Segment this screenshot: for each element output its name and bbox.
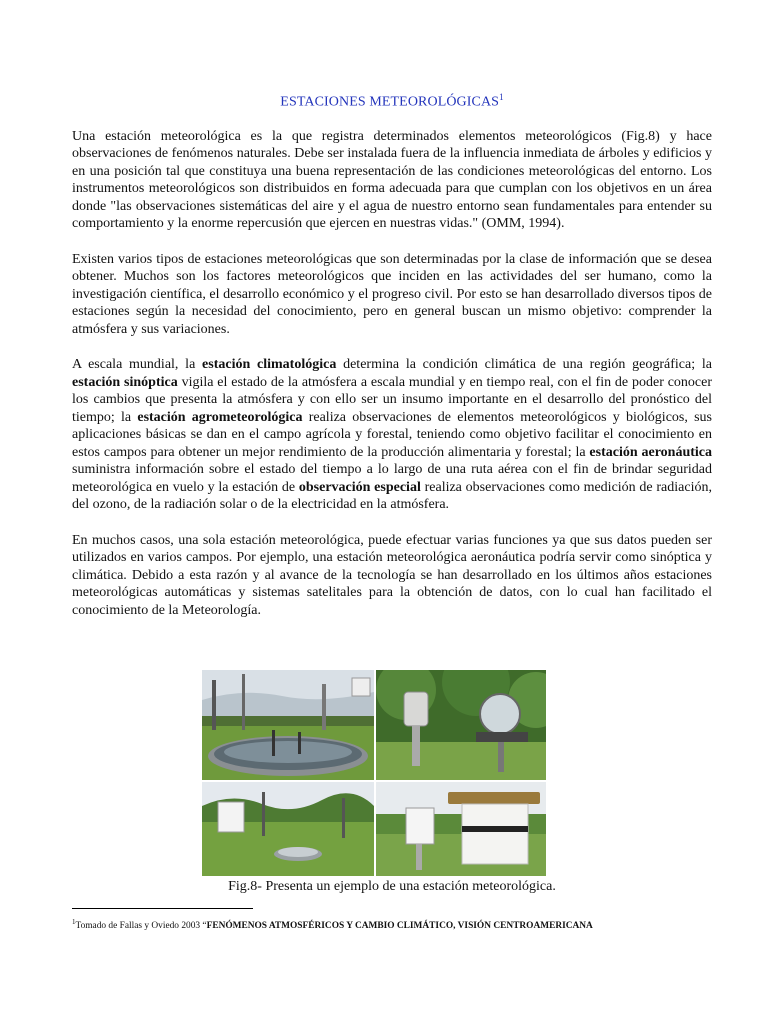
paragraph-1: Una estación meteorológica es la que registra determinados elementos meteorológicos (Fig.8) y hace observaciones de fenómenos naturales. Debe ser instalada fuera de la influencia inmediata de árboles y edificios y en una posición tal que constituya una buena representación de las condiciones meteorológicas del entorno. Los instrumentos meteorológicos son distribuidos en forma adecuada para que cumplan con los objetivos en un área donde "las observaciones sistemáticas del aire y el agua de nuestro entorno sean fundamentales para entender su comportamiento y la enorme repercusión que ejercen en nuestras vidas." (OMM, 1994).: [72, 128, 712, 232]
photo-heliograph: [376, 670, 546, 780]
term-sinoptica: estación sinóptica: [72, 374, 178, 390]
paragraph-4: En muchos casos, una sola estación meteorológica, puede efectuar varias funciones ya que sus datos pueden ser utilizados en varios campos. Por ejemplo, una estación meteorológica aeronáutica podría servir como sinóptica y climática. Debido a esta razón y al avance de la tecnología se han desarrollado en los últimos años estaciones meteorológicas automáticas y sistemas satelitales para la obtención de datos, con lo cual han facilitado el conocimiento de la Meteorología.: [72, 532, 712, 618]
term-climatologica: estación climatológica: [202, 357, 337, 373]
footnote: $^1$Tomado de Fallas y Oviedo 2003 “FENÓMENOS ATMOSFÉRICOS Y CAMBIO CLIMÁTICO, VISIÓN CENTROAMERICANA: [72, 918, 593, 932]
footnote-source-title: FENÓMENOS ATMOSFÉRICOS Y CAMBIO CLIMÁTICO, VISIÓN CENTROAMERICANA: [206, 921, 593, 932]
term-agrometeorologica: estación agrometeorológica: [137, 409, 303, 425]
footnote-divider: [72, 908, 253, 909]
photo-evaporation-pan: [202, 670, 374, 780]
photo-rain-gauge: [376, 782, 546, 876]
photo-station-field: [202, 782, 374, 876]
figure-weather-station-photos: [202, 670, 546, 876]
document-page: [72, 92, 712, 637]
page-title: ESTACIONES METEOROLÓGICAS$^1$: [280, 92, 504, 110]
paragraph-3: A escala mundial, la estación climatológica determina la condición climática de una región geográfica; la estación sinóptica vigila el estado de la atmósfera a escala mundial y en tiempo real, con el fin de poder conocer los cambios que presenta la atmósfera y con ello ser un insumo importante en el desarrollo del pronóstico del tiempo; la estación agrometeorológica realiza observaciones de elementos meteorológicos y biológicos, sus aplicaciones básicas se dan en el campo agrícola y forestal, teniendo como objetivo facilitar el conocimiento en estos campos para obtener un mejor rendimiento de la producción alimentaria y forestal; la estación aeronáutica suministra información sobre el estado del tiempo a lo largo de una ruta aérea con el fin de brindar seguridad meteorológica en vuelo y la estación de observación especial realiza observaciones como medición de radiación, del ozono, de la radiación solar o de la electricidad en la atmósfera.: [72, 357, 712, 513]
title-footnote-ref: 1: [499, 92, 504, 102]
term-observacion-especial: observación especial: [298, 479, 421, 495]
footnote-ref: 1: [72, 918, 76, 926]
term-aeronautica: estación aeronáutica: [589, 444, 712, 460]
figure-caption: Fig.8- Presenta un ejemplo de una estación meteorológica.: [228, 879, 556, 894]
paragraph-2: Existen varios tipos de estaciones meteorológicas que son determinadas por la clase de información que se desea obtener. Muchos son los factores meteorológicos que inciden en las actividades del ser humano, como la investigación científica, el desarrollo económico y el progreso civil. Por esto se han desarrollado diversos tipos de estaciones según la necesidad del conocimiento, pero en general buscan un mismo objetivo: comprender la atmósfera y sus variaciones.: [72, 251, 712, 337]
